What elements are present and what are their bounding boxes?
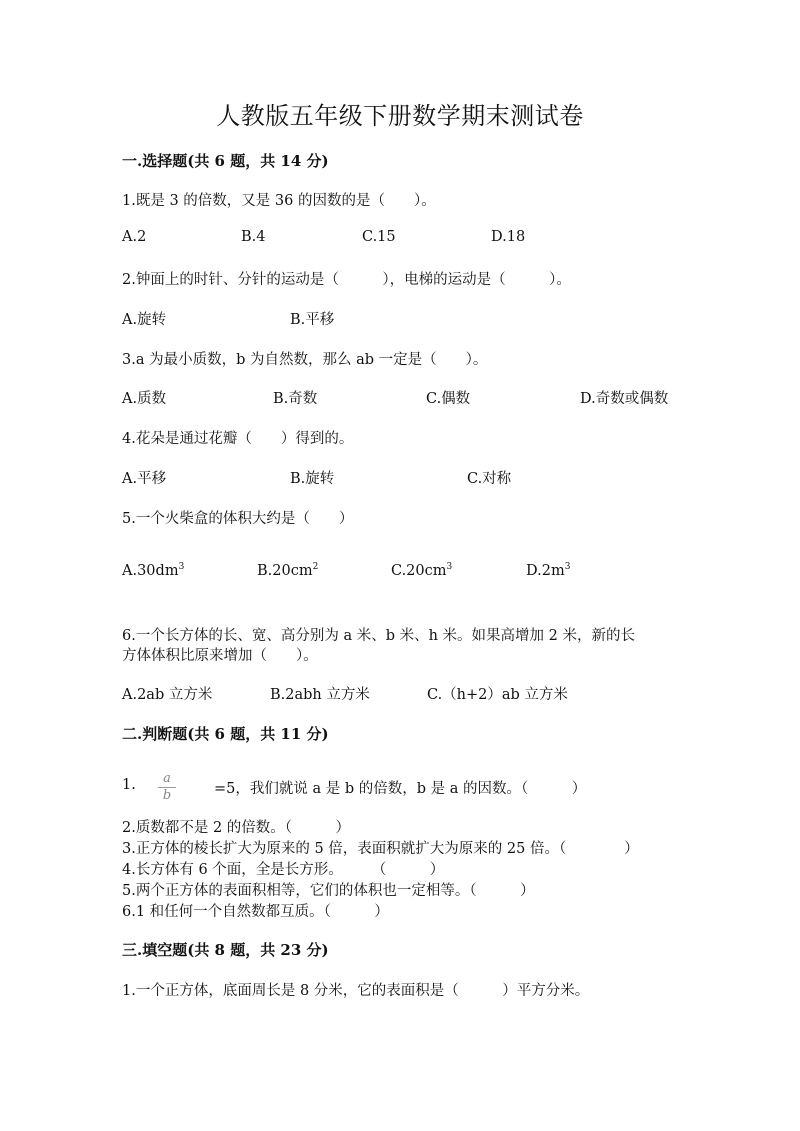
question-number: 1.: [122, 777, 136, 793]
question-stem: 5.一个火柴盒的体积大约是（ ）: [122, 511, 354, 527]
option-c: C.偶数: [426, 391, 471, 407]
option-d: D.18: [491, 229, 526, 245]
section-heading-choice: 一.选择题(共 6 题，共 14 分): [122, 152, 329, 170]
question-text: 3.正方体的棱长扩大为原来的 5 倍，表面积就扩大为原来的 25 倍。（ ）: [122, 841, 639, 857]
section-heading-fill: 三.填空题(共 8 题，共 23 分): [122, 941, 329, 959]
question-stem: 4.花朵是通过花瓣（ ）得到的。: [122, 431, 354, 447]
question-stem: 6.一个长方体的长、宽、高分别为 a 米、b 米、h 米。如果高增加 2 米，新的长: [122, 628, 635, 644]
section-heading-judge: 二.判断题(共 6 题，共 11 分): [122, 725, 329, 743]
option-c: C.（h+2）ab 立方米: [427, 687, 568, 703]
option-b: B.4: [241, 229, 266, 245]
question-stem-continued: 方体体积比原来增加（ ）。: [122, 648, 318, 664]
option-d: D.奇数或偶数: [580, 391, 669, 407]
fraction-numerator: a: [163, 771, 171, 786]
fraction-denominator: b: [162, 788, 172, 803]
option-b: B.2abh 立方米: [270, 687, 370, 703]
option-c: C.15: [362, 229, 396, 245]
fraction-a-over-b: [156, 772, 178, 803]
question-text: 2.质数都不是 2 的倍数。（ ）: [122, 820, 351, 836]
option-c: C.对称: [467, 471, 512, 487]
page-title: 人教版五年级下册数学期末测试卷: [216, 102, 584, 130]
option-a: A.2ab 立方米: [122, 687, 213, 703]
option-d: $D.2m^3$: [526, 562, 571, 579]
question-stem: 3.a 为最小质数，b 为自然数，那么 ab 一定是（ ）。: [122, 352, 488, 368]
option-a: A.旋转: [122, 312, 167, 328]
option-c: $C.20cm^3$: [391, 562, 453, 579]
option-b: B.旋转: [290, 471, 335, 487]
question-text: 1.一个正方体，底面周长是 8 分米，它的表面积是（ ）平方分米。: [122, 983, 590, 999]
option-a: A.2: [122, 229, 147, 245]
option-b: B.奇数: [273, 391, 318, 407]
option-b: $B.20cm^2$: [257, 562, 319, 579]
option-b: B.平移: [290, 312, 335, 328]
option-a: A.平移: [122, 471, 167, 487]
option-a: $A.30dm^3$: [122, 562, 185, 579]
option-a: A.质数: [122, 391, 167, 407]
question-text: =5，我们就说 a 是 b 的倍数，b 是 a 的因数。（ ）: [214, 781, 587, 797]
question-text: 5.两个正方体的表面积相等，它们的体积也一定相等。（ ）: [122, 883, 535, 899]
question-stem: 2.钟面上的时针、分针的运动是（ ），电梯的运动是（ ）。: [122, 272, 571, 288]
question-stem: 1.既是 3 的倍数，又是 36 的因数的是（ ）。: [122, 193, 436, 209]
question-text: 6.1 和任何一个自然数都互质。（ ）: [122, 904, 389, 920]
question-text: 4.长方体有 6 个面，全是长方形。 （ ）: [122, 862, 445, 878]
